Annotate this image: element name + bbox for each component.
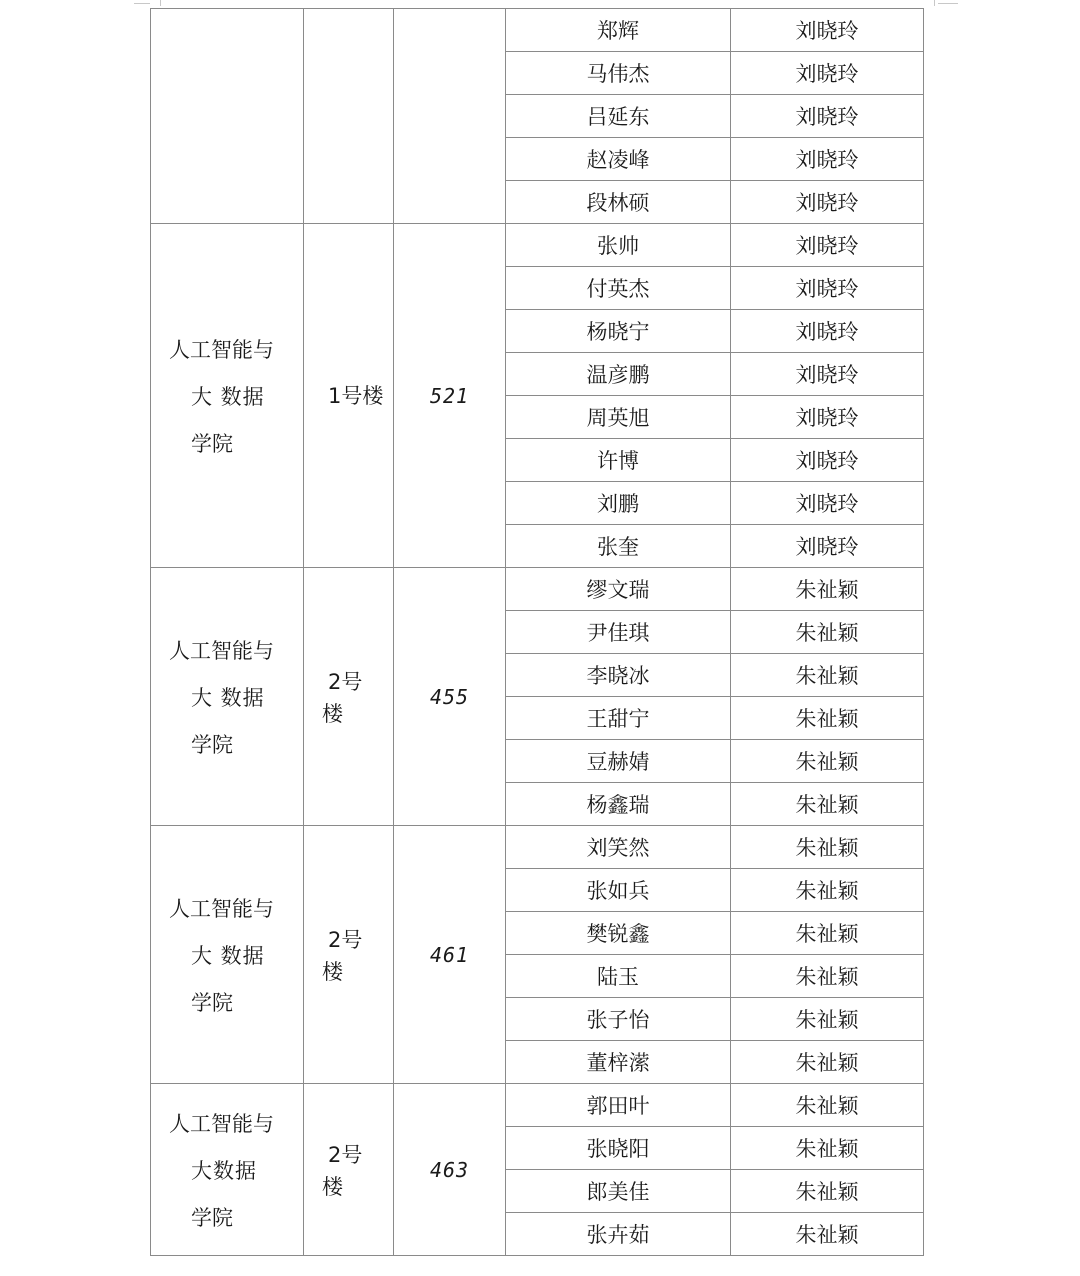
student-name-cell: 刘鹏 [506, 482, 731, 525]
room-cell [394, 224, 506, 568]
manager-name-cell: 刘晓玲 [731, 353, 924, 396]
college-name-line: 大 数据 [191, 943, 265, 968]
student-name-cell: 郎美佳 [506, 1170, 731, 1213]
student-name-cell: 张卉茹 [506, 1213, 731, 1256]
manager-name-cell: 刘晓玲 [731, 95, 924, 138]
student-name-cell: 赵凌峰 [506, 138, 731, 181]
room-cell [394, 568, 506, 826]
building-cell [304, 9, 394, 224]
manager-name-cell: 朱祉颖 [731, 869, 924, 912]
college-name-line: 大 数据 [191, 384, 265, 409]
manager-name-cell: 朱祉颖 [731, 1170, 924, 1213]
college-name [169, 635, 303, 759]
student-name-cell: 张子怡 [506, 998, 731, 1041]
college-name [169, 99, 303, 133]
building-name [322, 1139, 393, 1201]
college-name-line: 学院 [191, 431, 233, 456]
student-name-cell: 王甜宁 [506, 697, 731, 740]
table-row [151, 224, 924, 267]
building-name-line: 2号 [328, 1142, 363, 1167]
student-name-cell: 郭田叶 [506, 1084, 731, 1127]
building-name [322, 924, 393, 986]
student-name-cell: 周英旭 [506, 396, 731, 439]
manager-name-cell: 朱祉颖 [731, 955, 924, 998]
college-name-line: 人工智能与 [169, 638, 274, 663]
manager-name-cell: 朱祉颖 [731, 1127, 924, 1170]
building-name [322, 666, 393, 728]
college-name-line: 大数据 [191, 1158, 257, 1183]
page-corner-mark-right [938, 3, 958, 4]
building-cell [304, 826, 394, 1084]
college-name-line: 人工智能与 [169, 337, 274, 362]
college-name-line: 学院 [191, 732, 233, 757]
manager-name-cell: 朱祉颖 [731, 1084, 924, 1127]
page-corner-mark-left-v [160, 0, 161, 6]
college-name [169, 334, 303, 458]
student-name-cell: 豆赫婧 [506, 740, 731, 783]
college-name [169, 1108, 303, 1232]
college-cell [151, 9, 304, 224]
student-name-cell: 缪文瑞 [506, 568, 731, 611]
student-name-cell: 杨鑫瑞 [506, 783, 731, 826]
building-cell [304, 568, 394, 826]
student-name-cell: 张帅 [506, 224, 731, 267]
manager-name-cell: 刘晓玲 [731, 482, 924, 525]
manager-name-cell: 刘晓玲 [731, 224, 924, 267]
manager-name-cell: 刘晓玲 [731, 138, 924, 181]
room-number: 455 [429, 684, 470, 709]
manager-name-cell: 朱祉颖 [731, 1041, 924, 1084]
college-name-line: 人工智能与 [169, 896, 274, 921]
manager-name-cell: 刘晓玲 [731, 267, 924, 310]
table-row [151, 826, 924, 869]
room-number: 463 [429, 1157, 470, 1182]
room-number: 461 [429, 942, 470, 967]
student-name-cell: 许博 [506, 439, 731, 482]
student-name-cell: 张晓阳 [506, 1127, 731, 1170]
building-name-line: 2号 [328, 669, 363, 694]
table-row [151, 568, 924, 611]
manager-name-cell: 朱祉颖 [731, 826, 924, 869]
building-name-line: 楼 [322, 959, 343, 984]
college-cell [151, 224, 304, 568]
manager-name-cell: 刘晓玲 [731, 525, 924, 568]
building-name [322, 115, 393, 117]
student-name-cell: 尹佳琪 [506, 611, 731, 654]
building-cell [304, 1084, 394, 1256]
manager-name-cell: 朱祉颖 [731, 998, 924, 1041]
table-row [151, 1084, 924, 1127]
manager-name-cell: 朱祉颖 [731, 568, 924, 611]
manager-name-cell: 刘晓玲 [731, 396, 924, 439]
student-name-cell: 樊锐鑫 [506, 912, 731, 955]
student-name-cell: 李晓冰 [506, 654, 731, 697]
student-name-cell: 段林硕 [506, 181, 731, 224]
room-cell [394, 9, 506, 224]
college-cell [151, 568, 304, 826]
manager-name-cell: 刘晓玲 [731, 181, 924, 224]
room-cell [394, 826, 506, 1084]
student-name-cell: 郑辉 [506, 9, 731, 52]
student-name-cell: 温彦鹏 [506, 353, 731, 396]
college-name-line: 大 数据 [191, 685, 265, 710]
building-cell [304, 224, 394, 568]
college-name-line: 人工智能与 [169, 1111, 274, 1136]
manager-name-cell: 朱祉颖 [731, 611, 924, 654]
student-name-cell: 张如兵 [506, 869, 731, 912]
page-corner-mark-left [134, 3, 150, 4]
manager-name-cell: 朱祉颖 [731, 912, 924, 955]
manager-name-cell: 朱祉颖 [731, 697, 924, 740]
manager-name-cell: 朱祉颖 [731, 1213, 924, 1256]
building-name-line: 楼 [322, 1174, 343, 1199]
building-name-line: 1号楼 [328, 383, 384, 408]
manager-name-cell: 朱祉颖 [731, 740, 924, 783]
student-name-cell: 马伟杰 [506, 52, 731, 95]
page-corner-mark-right-v [934, 0, 935, 6]
dormitory-table-body [151, 9, 924, 1256]
manager-name-cell: 刘晓玲 [731, 9, 924, 52]
manager-name-cell: 朱祉颖 [731, 783, 924, 826]
student-name-cell: 杨晓宁 [506, 310, 731, 353]
student-name-cell: 刘笑然 [506, 826, 731, 869]
room-cell [394, 1084, 506, 1256]
student-name-cell: 陆玉 [506, 955, 731, 998]
room-number: 521 [429, 383, 470, 408]
student-name-cell: 董梓潆 [506, 1041, 731, 1084]
college-name-line: 学院 [191, 990, 233, 1015]
table-row [151, 9, 924, 52]
college-name [169, 893, 303, 1017]
manager-name-cell: 刘晓玲 [731, 310, 924, 353]
manager-name-cell: 朱祉颖 [731, 654, 924, 697]
manager-name-cell: 刘晓玲 [731, 439, 924, 482]
manager-name-cell: 刘晓玲 [731, 52, 924, 95]
student-name-cell: 吕延东 [506, 95, 731, 138]
building-name-line: 2号 [328, 927, 363, 952]
college-cell [151, 826, 304, 1084]
college-name-line: 学院 [191, 1205, 233, 1230]
student-name-cell: 张奎 [506, 525, 731, 568]
college-cell [151, 1084, 304, 1256]
building-name-line: 楼 [322, 701, 343, 726]
building-name [322, 380, 393, 412]
student-name-cell: 付英杰 [506, 267, 731, 310]
dormitory-table [150, 8, 924, 1256]
